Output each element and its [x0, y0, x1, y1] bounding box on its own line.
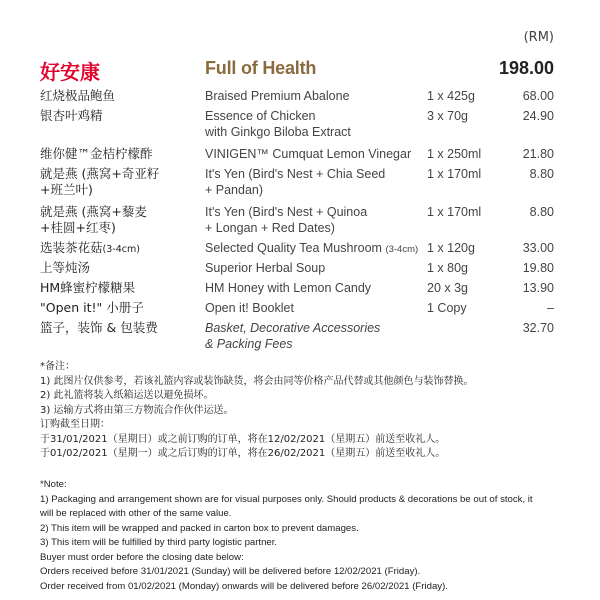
item-name-en [205, 240, 425, 258]
item-qty: 1 x 120g [427, 241, 475, 255]
item-name-en: Braised Premium Abalone [205, 89, 350, 103]
item-price: 13.90 [522, 281, 554, 295]
item-name-en: Superior Herbal Soup [205, 261, 326, 275]
item-qty: 1 x 170ml [427, 205, 482, 219]
item-name-en: HM Honey with Lemon Candy [205, 281, 372, 295]
item-name-cn: 篮子，装饰 & 包装费 [40, 320, 158, 335]
note-line: will be replaced with other of the same value. [40, 508, 232, 519]
item-name-en-line2: + Longan + Red Dates) [205, 221, 335, 235]
note-line: Orders received before 31/01/2021 (Sunday) will be delivered before 12/02/2021 (Friday). [40, 566, 421, 577]
item-qty: 1 x 80g [427, 261, 469, 275]
item-name-en: Open it! Booklet [205, 301, 294, 315]
item-price: 21.80 [522, 147, 554, 161]
item-name-en-line1: It's Yen (Bird's Nest + Quinoa [205, 205, 368, 219]
note-line: Buyer must order before the closing date below: [40, 551, 244, 563]
item-name-en-line1: It's Yen (Bird's Nest + Chia Seed [205, 167, 386, 181]
item-name-cn-line2: +桂圆+红枣) [40, 220, 116, 235]
item-name-en [205, 166, 425, 198]
item-name-cn: 上等炖汤 [40, 260, 91, 275]
item-name-en-line1: Essence of Chicken [205, 109, 316, 123]
note-line: 2) This item will be wrapped and packed in carton box to prevent damages. [40, 522, 359, 534]
item-price: 33.00 [522, 241, 554, 255]
currency-label: (RM) [523, 30, 554, 45]
item-name-en-line2: with Ginkgo Biloba Extract [205, 125, 351, 139]
notes-english [40, 478, 560, 594]
item-qty: 3 x 70g [427, 109, 469, 123]
product-header [40, 56, 554, 84]
item-size-note: (3-4cm) [102, 244, 140, 255]
item-name-en [205, 204, 425, 236]
item-qty: 1 x 425g [427, 89, 475, 103]
item-name-en-text: Selected Quality Tea Mushroom [205, 241, 382, 255]
note-line: 1) 此图片仅供参考，若该礼篮内容或装饰缺货，将会由同等价格产品代替或其他颜色与装饰替换。 [40, 375, 474, 387]
item-name-en-line1: Basket, Decorative Accessories [205, 321, 381, 335]
item-size-note: (3-4cm) [385, 244, 419, 255]
note-line: Order received from 01/02/2021 (Monday) onwards will be delivered before 26/02/2021 (Friday). [40, 580, 448, 592]
item-name-en-line2: + Pandan) [205, 183, 264, 197]
item-name-en-line2: & Packing Fees [205, 337, 293, 351]
item-name-cn-text: 选装茶花菇 [40, 240, 103, 255]
item-price: 19.80 [522, 261, 554, 275]
notes-chinese [40, 360, 560, 462]
note-line: 1) Packaging and arrangement shown are for visual purposes only. Should products & decorations be out of stock, it [40, 493, 533, 505]
note-line: 订购截至日期： [40, 419, 110, 430]
item-name-cn-line1: 就是燕 (燕窝+藜麦 [40, 204, 147, 219]
product-title-en: Full of Health [205, 58, 317, 78]
note-line: 于01/02/2021（星期一）或之后订购的订单，将在26/02/2021（星期五）前送至收礼人。 [40, 448, 446, 459]
item-name-cn: 银杏叶鸡精 [40, 108, 103, 123]
product-total-price: 198.00 [498, 58, 554, 78]
item-price: 24.90 [522, 109, 554, 123]
note-line: 于31/01/2021（星期日）或之前订购的订单，将在12/02/2021（星期五）前送至收礼人。 [40, 433, 446, 445]
item-name-en: VINIGEN™ Cumquat Lemon Vinegar [205, 147, 412, 161]
item-qty: 20 x 3g [427, 281, 469, 295]
item-price: 68.00 [522, 89, 554, 103]
item-qty: 1 x 170ml [427, 167, 482, 181]
note-line: *备注： [40, 361, 75, 372]
note-line: 3) 运输方式将由第三方物流合作伙伴运送。 [40, 404, 234, 416]
note-line: 2) 此礼篮将装入纸箱运送以避免损坏。 [40, 390, 214, 401]
item-name-cn: HM蜂蜜柠檬糖果 [40, 280, 136, 295]
note-line: *Note: [40, 479, 67, 490]
item-name-cn: "Open it!" 小册子 [40, 300, 144, 315]
item-name-en [205, 108, 425, 140]
item-name-cn [40, 240, 200, 258]
item-name-cn: 红烧极品鲍鱼 [40, 88, 116, 103]
item-price: 8.80 [529, 205, 554, 219]
item-name-cn: 维你健™金桔柠檬酢 [40, 146, 153, 161]
item-name-cn-line2: +班兰叶) [40, 182, 93, 197]
note-line: 3) This item will be fulfilled by third party logistic partner. [40, 537, 278, 548]
item-name-en [205, 320, 425, 352]
item-price: – [547, 301, 554, 315]
item-name-cn [40, 166, 200, 198]
item-qty: 1 x 250ml [427, 147, 482, 161]
item-name-cn [40, 204, 200, 236]
product-title-cn: 好安康 [40, 60, 100, 84]
item-price: 8.80 [529, 167, 554, 181]
item-qty: 1 Copy [427, 301, 467, 315]
item-name-cn-line1: 就是燕 (燕窝+奇亚籽 [40, 166, 160, 181]
item-price: 32.70 [522, 321, 554, 335]
